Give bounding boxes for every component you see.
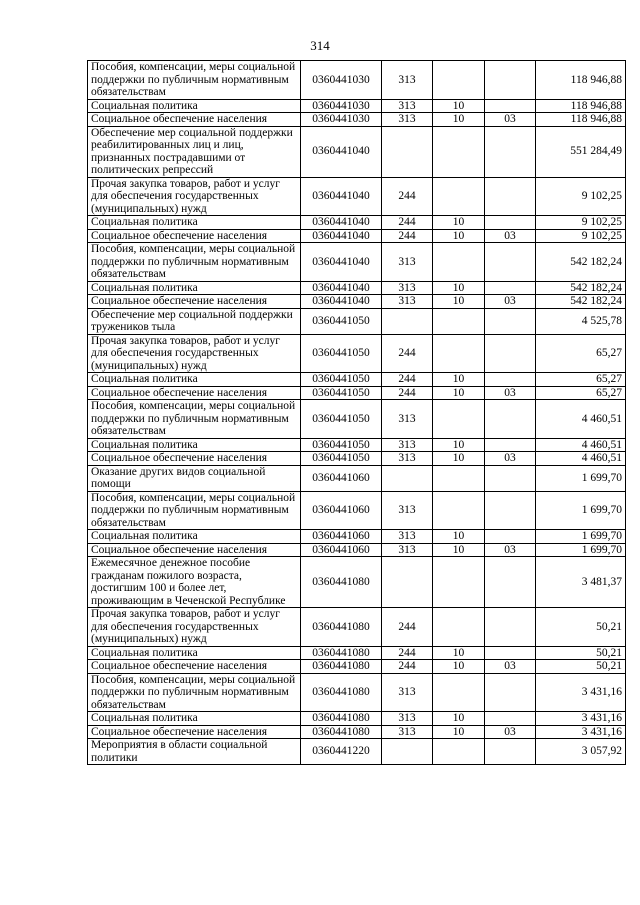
table-row <box>88 61 626 100</box>
table-row <box>88 646 626 660</box>
section-cell: 10 <box>433 712 485 726</box>
subsection-cell: 03 <box>485 229 536 243</box>
expense-type-cell: 313 <box>382 543 433 557</box>
budget-table <box>87 60 626 765</box>
amount-cell: 4 525,78 <box>536 308 626 334</box>
subsection-cell <box>485 646 536 660</box>
row-name-cell: Социальное обеспечение населения <box>88 295 301 309</box>
amount-cell: 3 431,16 <box>536 725 626 739</box>
subsection-cell: 03 <box>485 386 536 400</box>
expense-type-cell: 313 <box>382 438 433 452</box>
row-name-cell: Пособия, компенсации, меры социальной поддержки по публичным нормативным обязательствам <box>88 673 301 712</box>
expense-type-cell: 313 <box>382 673 433 712</box>
target-code-cell: 0360441040 <box>301 229 382 243</box>
table-row <box>88 400 626 439</box>
amount-cell: 50,21 <box>536 660 626 674</box>
row-name-cell: Прочая закупка товаров, работ и услуг для обеспечения государственных (муниципальных) нужд <box>88 608 301 647</box>
section-cell <box>433 739 485 765</box>
row-name-cell: Пособия, компенсации, меры социальной поддержки по публичным нормативным обязательствам <box>88 400 301 439</box>
amount-cell: 9 102,25 <box>536 177 626 216</box>
row-name-cell: Социальное обеспечение населения <box>88 725 301 739</box>
subsection-cell: 03 <box>485 113 536 127</box>
section-cell: 10 <box>433 229 485 243</box>
row-name-cell: Прочая закупка товаров, работ и услуг для обеспечения государственных (муниципальных) нужд <box>88 334 301 373</box>
table-row <box>88 712 626 726</box>
row-name-cell: Социальное обеспечение населения <box>88 386 301 400</box>
row-name-cell: Социальная политика <box>88 216 301 230</box>
target-code-cell: 0360441040 <box>301 216 382 230</box>
table-row <box>88 386 626 400</box>
subsection-cell <box>485 400 536 439</box>
amount-cell: 1 699,70 <box>536 530 626 544</box>
target-code-cell: 0360441060 <box>301 491 382 530</box>
section-cell <box>433 465 485 491</box>
subsection-cell <box>485 216 536 230</box>
target-code-cell: 0360441030 <box>301 61 382 100</box>
table-row <box>88 491 626 530</box>
amount-cell: 118 946,88 <box>536 61 626 100</box>
expense-type-cell: 313 <box>382 281 433 295</box>
section-cell <box>433 673 485 712</box>
table-row <box>88 673 626 712</box>
row-name-cell: Обеспечение мер социальной поддержки реабилитированных лиц и лиц, признанных пострадавшими от политических репрессий <box>88 126 301 177</box>
row-name-cell: Пособия, компенсации, меры социальной поддержки по публичным нормативным обязательствам <box>88 243 301 282</box>
target-code-cell: 0360441060 <box>301 465 382 491</box>
amount-cell: 542 182,24 <box>536 295 626 309</box>
row-name-cell: Социальное обеспечение населения <box>88 543 301 557</box>
table-row <box>88 281 626 295</box>
amount-cell: 65,27 <box>536 334 626 373</box>
amount-cell: 65,27 <box>536 386 626 400</box>
table-row <box>88 295 626 309</box>
subsection-cell: 03 <box>485 543 536 557</box>
target-code-cell: 0360441040 <box>301 295 382 309</box>
amount-cell: 4 460,51 <box>536 400 626 439</box>
table-row <box>88 608 626 647</box>
section-cell: 10 <box>433 113 485 127</box>
row-name-cell: Обеспечение мер социальной поддержки тружеников тыла <box>88 308 301 334</box>
row-name-cell: Социальная политика <box>88 530 301 544</box>
amount-cell: 542 182,24 <box>536 281 626 295</box>
row-name-cell: Социальное обеспечение населения <box>88 113 301 127</box>
expense-type-cell: 313 <box>382 712 433 726</box>
row-name-cell: Социальное обеспечение населения <box>88 660 301 674</box>
section-cell: 10 <box>433 281 485 295</box>
expense-type-cell: 313 <box>382 99 433 113</box>
expense-type-cell: 313 <box>382 400 433 439</box>
table-row <box>88 543 626 557</box>
subsection-cell <box>485 99 536 113</box>
row-name-cell: Социальная политика <box>88 99 301 113</box>
amount-cell: 542 182,24 <box>536 243 626 282</box>
target-code-cell: 0360441080 <box>301 608 382 647</box>
amount-cell: 65,27 <box>536 373 626 387</box>
row-name-cell: Мероприятия в области социальной политики <box>88 739 301 765</box>
section-cell <box>433 491 485 530</box>
target-code-cell: 0360441030 <box>301 99 382 113</box>
expense-type-cell: 313 <box>382 530 433 544</box>
amount-cell: 3 431,16 <box>536 673 626 712</box>
subsection-cell: 03 <box>485 295 536 309</box>
amount-cell: 551 284,49 <box>536 126 626 177</box>
subsection-cell <box>485 465 536 491</box>
section-cell: 10 <box>433 452 485 466</box>
table-row <box>88 229 626 243</box>
expense-type-cell: 244 <box>382 386 433 400</box>
row-name-cell: Социальное обеспечение населения <box>88 229 301 243</box>
target-code-cell: 0360441080 <box>301 557 382 608</box>
subsection-cell <box>485 739 536 765</box>
amount-cell: 1 699,70 <box>536 491 626 530</box>
expense-type-cell: 244 <box>382 177 433 216</box>
subsection-cell <box>485 281 536 295</box>
expense-type-cell: 244 <box>382 646 433 660</box>
table-row <box>88 216 626 230</box>
target-code-cell: 0360441050 <box>301 373 382 387</box>
amount-cell: 1 699,70 <box>536 543 626 557</box>
subsection-cell <box>485 126 536 177</box>
section-cell: 10 <box>433 725 485 739</box>
subsection-cell <box>485 373 536 387</box>
table-row <box>88 452 626 466</box>
expense-type-cell: 244 <box>382 660 433 674</box>
subsection-cell <box>485 177 536 216</box>
table-row <box>88 438 626 452</box>
table-row <box>88 530 626 544</box>
expense-type-cell: 244 <box>382 229 433 243</box>
section-cell <box>433 126 485 177</box>
expense-type-cell: 313 <box>382 113 433 127</box>
target-code-cell: 0360441050 <box>301 386 382 400</box>
section-cell: 10 <box>433 543 485 557</box>
expense-type-cell <box>382 465 433 491</box>
amount-cell: 9 102,25 <box>536 229 626 243</box>
target-code-cell: 0360441080 <box>301 712 382 726</box>
section-cell <box>433 243 485 282</box>
subsection-cell <box>485 557 536 608</box>
section-cell <box>433 308 485 334</box>
amount-cell: 3 431,16 <box>536 712 626 726</box>
subsection-cell: 03 <box>485 660 536 674</box>
section-cell <box>433 400 485 439</box>
expense-type-cell: 244 <box>382 216 433 230</box>
subsection-cell <box>485 334 536 373</box>
row-name-cell: Социальная политика <box>88 373 301 387</box>
subsection-cell <box>485 712 536 726</box>
amount-cell: 4 460,51 <box>536 452 626 466</box>
table-row <box>88 465 626 491</box>
row-name-cell: Социальная политика <box>88 646 301 660</box>
expense-type-cell: 313 <box>382 295 433 309</box>
expense-type-cell: 313 <box>382 61 433 100</box>
table-row <box>88 725 626 739</box>
target-code-cell: 0360441080 <box>301 673 382 712</box>
expense-type-cell <box>382 308 433 334</box>
amount-cell: 118 946,88 <box>536 99 626 113</box>
row-name-cell: Социальное обеспечение населения <box>88 452 301 466</box>
expense-type-cell: 313 <box>382 452 433 466</box>
expense-type-cell <box>382 739 433 765</box>
row-name-cell: Пособия, компенсации, меры социальной поддержки по публичным нормативным обязательствам <box>88 61 301 100</box>
amount-cell: 1 699,70 <box>536 465 626 491</box>
table-row <box>88 177 626 216</box>
subsection-cell <box>485 438 536 452</box>
target-code-cell: 0360441080 <box>301 646 382 660</box>
expense-type-cell: 244 <box>382 373 433 387</box>
page-number: 314 <box>310 38 330 53</box>
table-row <box>88 243 626 282</box>
table-row <box>88 126 626 177</box>
table-row <box>88 557 626 608</box>
subsection-cell <box>485 673 536 712</box>
section-cell: 10 <box>433 438 485 452</box>
table-row <box>88 660 626 674</box>
section-cell: 10 <box>433 530 485 544</box>
expense-type-cell: 244 <box>382 608 433 647</box>
amount-cell: 3 057,92 <box>536 739 626 765</box>
row-name-cell: Социальная политика <box>88 438 301 452</box>
subsection-cell <box>485 308 536 334</box>
expense-type-cell <box>382 557 433 608</box>
section-cell: 10 <box>433 660 485 674</box>
row-name-cell: Пособия, компенсации, меры социальной поддержки по публичным нормативным обязательствам <box>88 491 301 530</box>
target-code-cell: 0360441080 <box>301 660 382 674</box>
section-cell <box>433 61 485 100</box>
subsection-cell <box>485 530 536 544</box>
subsection-cell: 03 <box>485 725 536 739</box>
section-cell <box>433 177 485 216</box>
table-row <box>88 334 626 373</box>
expense-type-cell: 244 <box>382 334 433 373</box>
subsection-cell <box>485 608 536 647</box>
target-code-cell: 0360441050 <box>301 334 382 373</box>
row-name-cell: Прочая закупка товаров, работ и услуг для обеспечения государственных (муниципальных) нужд <box>88 177 301 216</box>
section-cell: 10 <box>433 295 485 309</box>
table-row <box>88 739 626 765</box>
subsection-cell <box>485 243 536 282</box>
target-code-cell: 0360441220 <box>301 739 382 765</box>
row-name-cell: Оказание других видов социальной помощи <box>88 465 301 491</box>
section-cell: 10 <box>433 216 485 230</box>
target-code-cell: 0360441060 <box>301 530 382 544</box>
expense-type-cell: 313 <box>382 725 433 739</box>
target-code-cell: 0360441050 <box>301 308 382 334</box>
target-code-cell: 0360441030 <box>301 113 382 127</box>
section-cell: 10 <box>433 386 485 400</box>
section-cell: 10 <box>433 373 485 387</box>
subsection-cell <box>485 61 536 100</box>
table-row <box>88 113 626 127</box>
target-code-cell: 0360441040 <box>301 281 382 295</box>
section-cell <box>433 608 485 647</box>
amount-cell: 4 460,51 <box>536 438 626 452</box>
section-cell <box>433 334 485 373</box>
amount-cell: 50,21 <box>536 608 626 647</box>
table-row <box>88 308 626 334</box>
target-code-cell: 0360441040 <box>301 177 382 216</box>
subsection-cell: 03 <box>485 452 536 466</box>
target-code-cell: 0360441040 <box>301 126 382 177</box>
target-code-cell: 0360441040 <box>301 243 382 282</box>
target-code-cell: 0360441050 <box>301 438 382 452</box>
target-code-cell: 0360441050 <box>301 452 382 466</box>
amount-cell: 118 946,88 <box>536 113 626 127</box>
section-cell: 10 <box>433 99 485 113</box>
expense-type-cell: 313 <box>382 491 433 530</box>
table-row <box>88 373 626 387</box>
table-row <box>88 99 626 113</box>
row-name-cell: Ежемесячное денежное пособие гражданам пожилого возраста, достигшим 100 и более лет, проживающим в Чеченской Республике <box>88 557 301 608</box>
subsection-cell <box>485 491 536 530</box>
amount-cell: 50,21 <box>536 646 626 660</box>
row-name-cell: Социальная политика <box>88 712 301 726</box>
row-name-cell: Социальная политика <box>88 281 301 295</box>
target-code-cell: 0360441060 <box>301 543 382 557</box>
expense-type-cell <box>382 126 433 177</box>
target-code-cell: 0360441080 <box>301 725 382 739</box>
target-code-cell: 0360441050 <box>301 400 382 439</box>
section-cell: 10 <box>433 646 485 660</box>
budget-table-body <box>88 61 626 765</box>
amount-cell: 3 481,37 <box>536 557 626 608</box>
amount-cell: 9 102,25 <box>536 216 626 230</box>
expense-type-cell: 313 <box>382 243 433 282</box>
section-cell <box>433 557 485 608</box>
